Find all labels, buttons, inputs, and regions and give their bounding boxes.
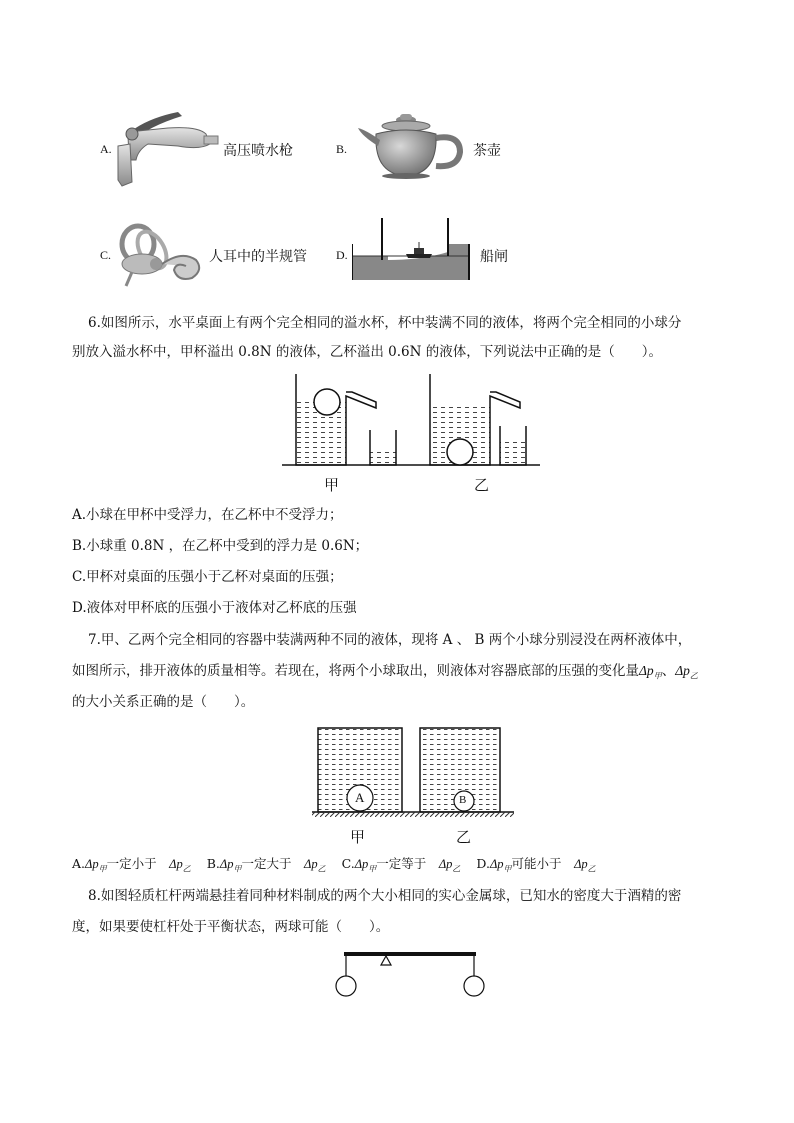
ear-canals-image [112,220,208,290]
q6-overflow-cups-diagram [280,370,542,470]
q7-label-jia: 甲 [350,828,366,846]
q7-stem-line3: 的大小关系正确的是（ ）。 [72,694,255,710]
q6-option-a: A.小球在甲杯中受浮力，在乙杯中不受浮力； [72,507,343,523]
q7-stem-line2-text: 如图所示，排开液体的质量相等。若现在，将两个小球取出，则液体对容器底部的压强的变化量 [72,663,639,679]
q5-option-c-label: 人耳中的半规管 [209,249,307,265]
q6-label-yi: 乙 [474,476,490,494]
q6-label-jia: 甲 [324,476,340,494]
q7-options [72,854,732,880]
q7-option-d: $D.\Delta p_甲$可能小于 $\Delta p_乙$ [476,856,596,874]
q5-option-a-label: 高压喷水枪 [223,143,293,159]
q7-ball-b-label: B [459,794,467,806]
q7-ball-a-label: A [355,790,365,805]
ship-lock-image [352,216,470,280]
q6-option-b: B.小球重 0.8N ，在乙杯中受到的浮力是 0.6N； [72,538,369,554]
q5-option-d-label: 船闸 [480,249,508,265]
teapot-image [356,106,466,184]
q6-stem-line2: 别放入溢水杯中，甲杯溢出 0.8N 的液体，乙杯溢出 0.6N 的液体，下列说法中正确的是（ ）。 [72,344,662,360]
q6-stem-line1: 6.如图所示，水平桌面上有两个完全相同的溢水杯，杯中装满不同的液体，将两个完全相同的小球分 [88,315,682,331]
q8-stem-line1: 8.如图轻质杠杆两端悬挂着同种材料制成的两个大小相同的实心金属球，已知水的密度大于酒精的密 [88,888,682,904]
q5-option-a-letter: A. [100,142,112,156]
q5-option-b-label: 茶壶 [473,143,501,159]
q5-option-d-letter: D. [336,248,348,262]
water-gun-image [108,110,220,190]
q6-option-c: C.甲杯对桌面的压强小于乙杯对桌面的压强； [72,569,343,585]
q7-stem-line1: 7.甲、乙两个完全相同的容器中装满两种不同的液体，现将 A 、 B 两个小球分别浸没在两杯液体中， [88,632,692,648]
q7-label-yi: 乙 [456,828,472,846]
q5-option-b-letter: B. [336,142,348,156]
q8-stem-line2: 度，如果要使杠杆处于平衡状态，两球可能（ ）。 [72,919,390,935]
q7-containers-diagram [310,722,516,822]
q8-lever-diagram [330,948,490,1002]
q7-delta-p-jia: $\Delta p_甲$ [639,663,662,681]
q7-option-c: $C.\Delta p_甲$一定等于 $\Delta p_乙$ [341,856,461,874]
q7-delta-p-yi: $\Delta p_乙$ [675,663,698,681]
q6-option-d: D.液体对甲杯底的压强小于液体对乙杯底的压强 [72,600,357,616]
q7-stem-line2: 如图所示，排开液体的质量相等。若现在，将两个小球取出，则液体对容器底部的压强的变化量$\Delta p_甲$、$\Delta p_乙$ [72,663,698,681]
q7-option-a: $A.\Delta p_甲$一定小于 $\Delta p_乙$ [72,856,191,874]
q7-option-b: $B.\Delta p_甲$一定大于 $\Delta p_乙$ [206,856,326,874]
q5-option-c-letter: C. [100,248,112,262]
